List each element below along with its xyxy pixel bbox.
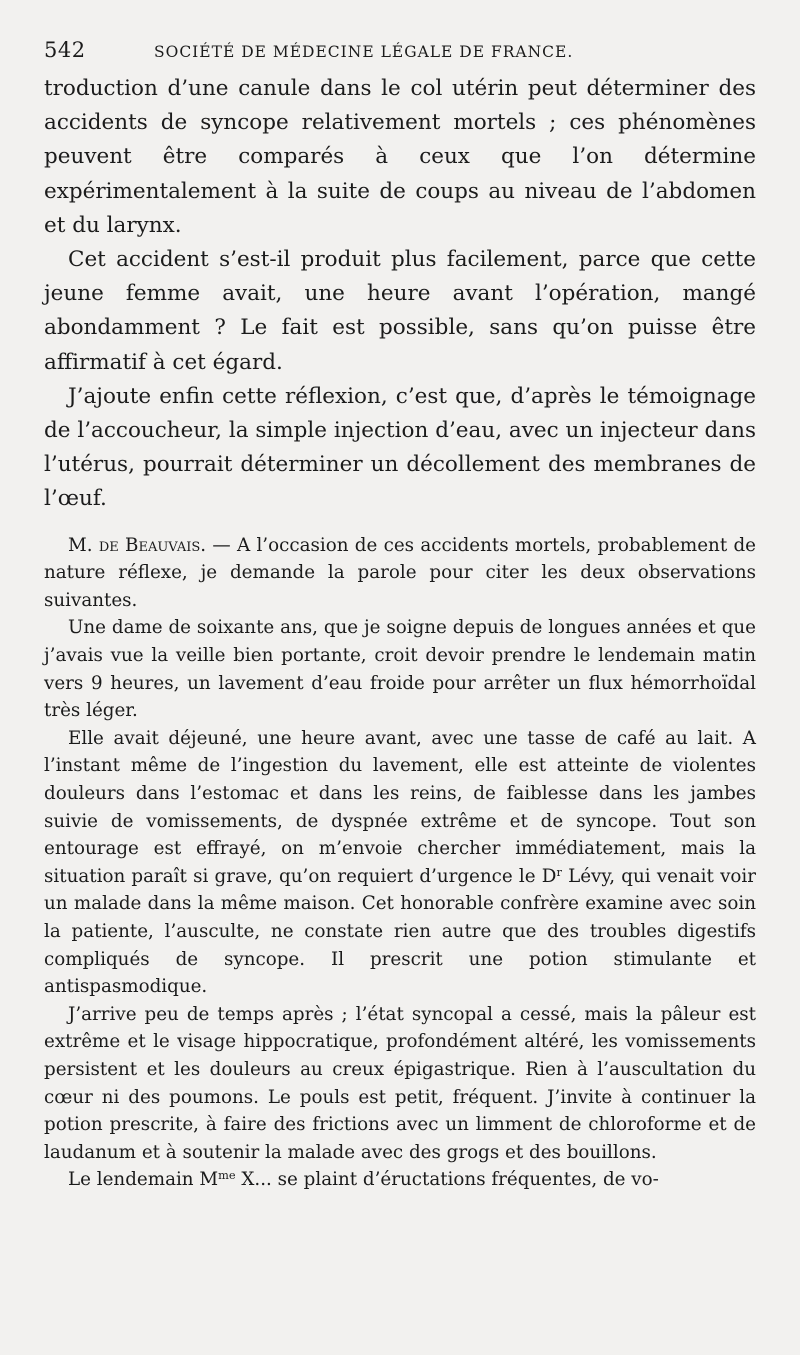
paragraph-text: Le lendemain M <box>68 1169 219 1191</box>
small-text-block <box>44 532 756 1194</box>
paragraph-text: Elle avait déjeuné, une heure avant, avec une tasse de café au lait. A l’instant même de l’ingestion du lavement, elle est atteinte de violentes douleurs dans l’estomac et dans les reins, de faiblesse dans les jambes suivie de vomissements, de dyspnée extrême et de syncope. Tout son entourage est effrayé, on m’envoie chercher immédiatement, mais la situation paraît si grave, qu’on requiert d’urgence le D <box>44 727 756 887</box>
paragraph-continuation: troduction d’une canule dans le col utérin peut déterminer des accidents de syncope relativement mortels ; ces phénomènes peuvent être comparés à ceux que l’on détermine expérimentalement à la suite de coups au niveau de l’abdomen et du larynx. <box>44 76 756 238</box>
superscript: r <box>556 864 562 879</box>
speaker-name: M. de Beauvais. <box>68 534 207 556</box>
journal-title: SOCIÉTÉ DE MÉDECINE LÉGALE DE FRANCE. <box>154 43 574 61</box>
paragraph-speaker <box>44 532 756 615</box>
superscript: me <box>218 1168 236 1183</box>
paragraph-text: Lévy, qui venait voir un malade dans la même maison. Cet honorable confrère examine avec soin la patiente, l’ausculte, ne constate rien autre que des troubles digestifs compliqués de syncope. Il prescrit une potion stimulante et antispasmodique. <box>44 865 756 998</box>
page-number: 542 <box>44 38 86 62</box>
paragraph-text: X... se plaint d’éructations fréquentes, de vo- <box>235 1169 659 1191</box>
paragraph <box>44 1166 756 1194</box>
paragraph: Une dame de soixante ans, que je soigne depuis de longues années et que j’avais vue la veille bien portante, croit devoir prendre le lendemain matin vers 9 heures, un lavement d’eau froide pour arrêter un flux hémorrhoïdal très léger. <box>44 617 756 722</box>
paragraph: Cet accident s’est-il produit plus facilement, parce que cette jeune femme avait, une heure avant l’opération, mangé abondamment ? Le fait est possible, sans qu’on puisse être affirmatif à cet égard. <box>44 247 756 375</box>
speaker-text: — A l’occasion de ces accidents mortels, probablement de nature réflexe, je demande la parole pour citer les deux observations suivantes. <box>44 534 756 611</box>
large-text-block <box>44 72 756 517</box>
running-head <box>44 38 756 72</box>
paragraph <box>44 725 756 1001</box>
paragraph: J’arrive peu de temps après ; l’état syncopal a cessé, mais la pâleur est extrême et le visage hippocratique, profondément altéré, les vomissements persistent et les douleurs au creux épigastrique. Rien à l’auscultation du cœur ni des poumons. Le pouls est petit, fréquent. J’invite à continuer la potion prescrite, à faire des frictions avec un limment de chloroforme et de laudanum et à soutenir la malade avec des grogs et des bouillons. <box>44 1003 756 1163</box>
paragraph: J’ajoute enfin cette réflexion, c’est que, d’après le témoignage de l’accoucheur, la simple injection d’eau, avec un injecteur dans l’utérus, pourrait déterminer un décollement des membranes de l’œuf. <box>44 383 756 512</box>
